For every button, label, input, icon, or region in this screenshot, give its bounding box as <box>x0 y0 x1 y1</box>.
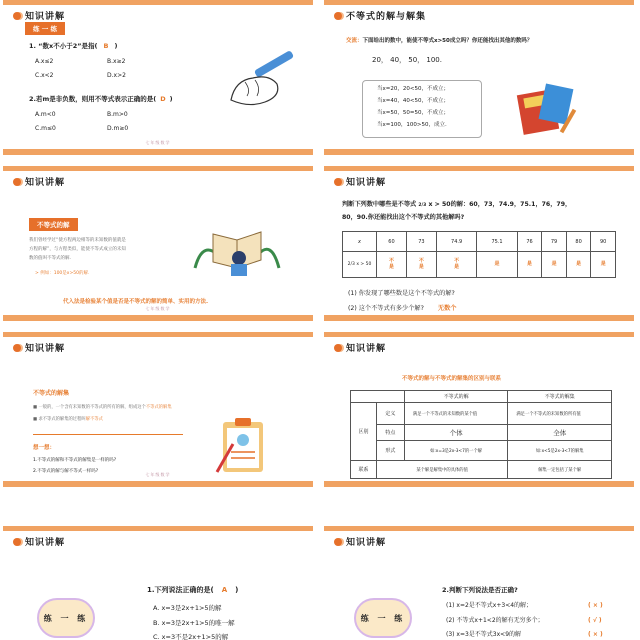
bottom-bar <box>3 149 313 155</box>
slide-judgement <box>324 526 634 640</box>
practice-cloud: 练 一 练 <box>354 598 412 638</box>
option-c: C.x<2 <box>35 72 54 79</box>
reading-girl-illustration <box>191 218 283 278</box>
table-row: 形式 如:x=3是2x-3<7的一个解 如:x<5是2x-3<7的解集 <box>351 441 612 461</box>
footer-text: 七年级数学 <box>145 140 171 145</box>
top-bar <box>324 526 634 531</box>
footer-text: 七年级数学 <box>145 472 171 477</box>
bullet-icon <box>13 12 21 20</box>
top-bar <box>324 332 634 337</box>
bullet-icon <box>334 538 342 546</box>
divider <box>33 434 183 435</box>
judge-mark: ( × ) <box>588 602 603 609</box>
slide-solution-definition <box>3 166 313 321</box>
think-question: 2.不等式的解与解不等式一样吗? <box>33 469 99 474</box>
option-b: B. x=3是2x+1>5的唯一解 <box>153 619 235 627</box>
arrow-icon: > <box>35 271 41 276</box>
exchange-prompt: 交流：下面给出的数中，能使不等式x>50成立吗？你还能找出其他的数吗？ <box>346 38 533 44</box>
slide-comparison-table <box>324 332 634 487</box>
hand-writing-illustration <box>225 50 297 112</box>
judge-mark: ( √ ) <box>588 617 602 624</box>
books-illustration <box>514 80 592 138</box>
option-a: A.m<0 <box>35 111 56 118</box>
question-line-2: 80，90.你还能找出这个不等式的其他解吗? <box>342 214 465 221</box>
question: 2.判断下列说法是否正确? <box>442 586 518 594</box>
bottom-bar <box>324 481 634 487</box>
check-line: 当x=40，40<50，不成立； <box>377 98 449 104</box>
option-a: A. x=3是2x+1>5的解 <box>153 604 222 612</box>
bullet-line: ■ 求不等式的解集的过程叫解不等式 <box>33 417 103 422</box>
check-line: 当x=50，50=50，不成立； <box>377 110 449 116</box>
values-table <box>342 231 616 278</box>
check-box <box>362 80 482 138</box>
top-bar <box>3 166 313 171</box>
slide-header: 知识讲解 <box>13 9 65 22</box>
option-d: D.x>2 <box>107 72 126 79</box>
question: 1.下列说法正确的是( A ) <box>147 586 239 594</box>
top-bar <box>3 332 313 337</box>
paragraph-line: 我们曾经学过“使方程两边相等的未知数的值就是 <box>29 238 126 243</box>
table-row: 区别 定义 满足一个不等式的未知数的某个值 满足一个不等式的未知数的所有值 <box>351 403 612 425</box>
bottom-bar <box>324 149 634 155</box>
example-text: > 例如：100是x>50的解. <box>35 271 90 276</box>
check-line: 当x=100，100>50，成立. <box>377 122 447 128</box>
paragraph-line: 数的值叫不等式的解. <box>29 256 71 261</box>
number-list: 20， 40， 50， 100. <box>372 56 442 64</box>
table-row: 联系 某个解是解集中的具体的值 解集一定包括了某个解 <box>351 461 612 479</box>
followup-q2: (2) 这个不等式有多少个解? 无数个 <box>348 305 457 312</box>
bullet-line: ■ 一般的，一个含有未知数的不等式的所有的解，组成这个不等式的解集 <box>33 405 172 410</box>
judge-item: (1) x=2是不等式x+3<4的解； <box>446 602 533 609</box>
option-c: C.m≤0 <box>35 125 56 132</box>
clipboard-illustration <box>211 414 273 478</box>
option-d: D.m≥0 <box>107 125 129 132</box>
question-1: 1. “数x不小于2”是指( B ) <box>29 42 118 50</box>
top-bar <box>3 0 313 5</box>
bullet-icon <box>334 12 342 20</box>
slide-solution-and-set <box>324 0 634 155</box>
comparison-table <box>350 390 612 479</box>
slide-practice-1 <box>3 0 313 155</box>
followup-q1: (1) 你发现了哪些数是这个不等式的解? <box>348 290 455 297</box>
question-line-1: 判断下列数中哪些是不等式 2/3 x > 50的解：60，73，74.9，75.1，76，79， <box>342 201 572 208</box>
check-line: 当x=20，20<50，不成立； <box>377 86 449 92</box>
slide-solution-set <box>3 332 313 487</box>
slide-header: 知识讲解 <box>13 341 65 354</box>
practice-cloud: 练 一 练 <box>37 598 95 638</box>
table-row: 不等式的解 不等式的解集 <box>351 391 612 403</box>
table-title: 不等式的解与不等式的解集的区别与联系 <box>402 376 502 382</box>
bullet-icon <box>13 344 21 352</box>
top-bar <box>324 166 634 171</box>
slide-check-values <box>324 166 634 321</box>
conclusion-text: 代入法是检验某个值是否是不等式的解的简单、实用的方法. <box>63 299 209 305</box>
slide-header: 知识讲解 <box>334 341 386 354</box>
bullet-icon <box>13 538 21 546</box>
slide-header: 知识讲解 <box>13 175 65 188</box>
paragraph-line: 方程的解”，与方程类似，能使不等式成立的未知 <box>29 247 126 252</box>
bottom-bar <box>3 315 313 321</box>
footer-text: 七年级数学 <box>145 306 171 311</box>
top-bar <box>3 526 313 531</box>
slide-header: 知识讲解 <box>13 535 65 548</box>
option-b: B.m>0 <box>107 111 128 118</box>
option-c: C. x=3不是2x+1>5的解 <box>153 633 229 640</box>
option-b: B.x≥2 <box>107 58 126 65</box>
slide-header: 知识讲解 <box>334 535 386 548</box>
table-row: x 60 73 74.9 75.1 76 79 80 90 <box>343 232 616 252</box>
option-a: A.x≤2 <box>35 58 54 65</box>
think-heading: 想一想： <box>33 445 56 451</box>
think-question: 1.不等式的解和不等式的解集是一样的吗? <box>33 458 117 463</box>
bottom-bar <box>324 315 634 321</box>
slide-header: 不等式的解与解集 <box>334 9 426 22</box>
concept-tag: 不等式的解 <box>29 218 78 231</box>
section-title: 不等式的解集 <box>33 390 70 397</box>
bottom-bar <box>3 481 313 487</box>
judge-mark: ( × ) <box>588 631 603 638</box>
slide-header: 知识讲解 <box>334 175 386 188</box>
bullet-icon <box>334 178 342 186</box>
bullet-icon <box>13 178 21 186</box>
practice-tag: 练 一 练 <box>25 22 65 35</box>
table-row: 2/3 x > 50 不是 不是 不是 是 是 是 是 是 <box>343 252 616 278</box>
judge-item: (3) x=3是不等式3x<9的解 <box>446 631 522 638</box>
question-2: 2.若m是非负数，则用不等式表示正确的是( D ) <box>29 95 173 103</box>
slide-practice-2 <box>3 526 313 640</box>
judge-item: (2) 不等式x+1<2的解有无穷多个； <box>446 617 544 624</box>
top-bar <box>324 0 634 5</box>
bullet-icon <box>334 344 342 352</box>
table-row: 特点 个体 全体 <box>351 425 612 441</box>
